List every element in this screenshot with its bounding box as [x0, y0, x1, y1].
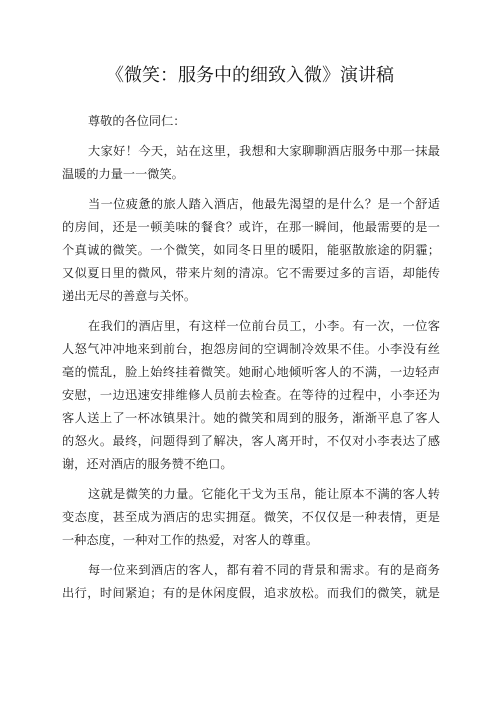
paragraph-line: 个真诚的微笑。一个微笑，如同冬日里的暖阳，能驱散旅途的阴霾； [62, 243, 440, 257]
paragraph-line: 出行，时间紧迫；有的是休闲度假，追求放松。而我们的微笑，就是 [62, 586, 440, 600]
paragraph-line: 的房间，还是一顿美味的餐食？或许，在那一瞬间，他最需要的是一 [62, 220, 440, 234]
paragraph-line: 每一位来到酒店的客人，都有着不同的背景和需求。有的是商务 [88, 563, 440, 577]
paragraph [62, 559, 440, 605]
paragraph-line: 变态度，甚至成为酒店的忠实拥趸。微笑，不仅仅是一种表情，更是 [62, 510, 440, 524]
paragraph-line: 这就是微笑的力量。它能化干戈为玉帛，能让原本不满的客人转 [88, 487, 440, 501]
paragraph-line: 大家好！今天，站在这里，我想和大家聊聊酒店服务中那一抹最 [88, 144, 440, 158]
paragraph [62, 315, 440, 476]
paragraph-line: 在我们的酒店里，有这样一位前台员工，小李。有一次，一位客 [88, 319, 440, 333]
document-body [62, 110, 440, 605]
paragraph-line: 又似夏日里的微风，带来片刻的清凉。它不需要过多的言语，却能传 [62, 266, 440, 280]
paragraph-line: 毫的慌乱，脸上始终挂着微笑。她耐心地倾听客人的不满，一边轻声 [62, 365, 440, 379]
paragraph-line: 的怒火。最终，问题得到了解决，客人离开时，不仅对小李表达了感 [62, 434, 440, 448]
paragraph-line: 安慰，一边迅速安排维修人员前去检查。在等待的过程中，小李还为 [62, 388, 440, 402]
paragraph-line: 谢，还对酒店的服务赞不绝口。 [62, 457, 233, 471]
paragraph-line: 客人送上了一杯冰镇果汁。她的微笑和周到的服务，渐渐平息了客人 [62, 411, 440, 425]
paragraph-line: 递出无尽的善意与关怀。 [62, 289, 197, 303]
paragraph [62, 193, 440, 308]
paragraph-line: 一种态度，一种对工作的热爱，对客人的尊重。 [62, 533, 318, 547]
paragraph-line: 当一位疲惫的旅人踏入酒店，他最先渴望的是什么？是一个舒适 [88, 197, 440, 211]
paragraph-line: 人怒气冲冲地来到前台，抱怨房间的空调制冷效果不佳。小李没有丝 [62, 342, 440, 356]
paragraph-line: 温暖的力量一一微笑。 [62, 167, 184, 181]
document-title: 《微笑：服务中的细致入微》演讲稿 [106, 65, 394, 86]
paragraph [62, 483, 440, 552]
paragraph [62, 140, 440, 186]
greeting-line: 尊敬的各位同仁： [88, 114, 186, 128]
